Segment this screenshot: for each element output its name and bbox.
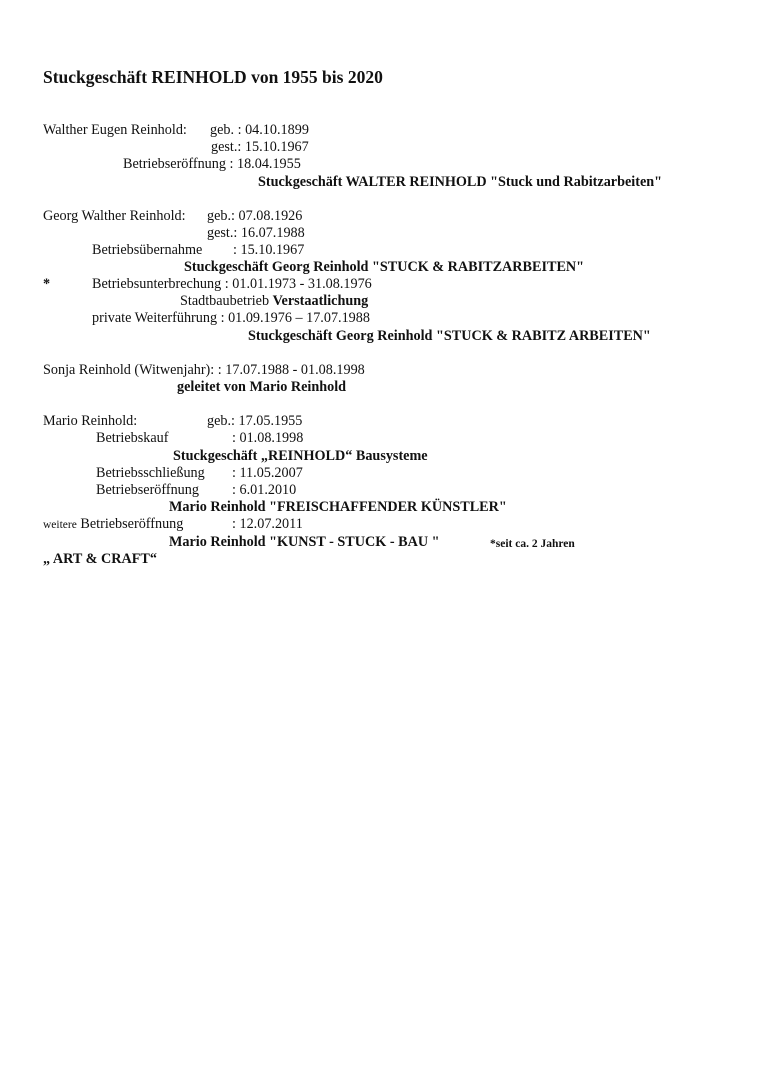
- georg-firma-1: Stuckgeschäft Georg Reinhold "STUCK & RABITZARBEITEN": [184, 259, 585, 275]
- georg-stadtbaubetrieb: [180, 293, 368, 310]
- mario-firma-1: Stuckgeschäft „REINHOLD“ Bausysteme: [173, 448, 428, 464]
- mario-schliessung-label: Betriebsschließung: [96, 465, 205, 481]
- georg-weiterfuehrung: private Weiterführung : 01.09.1976 – 17.07.1988: [92, 310, 370, 326]
- mario-eroeffnung-label: Betriebseröffnung: [96, 482, 199, 498]
- georg-name-label: Georg Walther Reinhold:: [43, 208, 186, 224]
- georg-asterisk: *: [43, 276, 51, 292]
- document-title: Stuckgeschäft REINHOLD von 1955 bis 2020: [43, 67, 383, 87]
- mario-schliessung-value: : 11.05.2007: [232, 465, 303, 481]
- walther-eroeffnung: Betriebseröffnung : 18.04.1955: [123, 156, 301, 172]
- georg-gest: gest.: 16.07.1988: [207, 225, 305, 241]
- mario-kauf-label: Betriebskauf: [96, 430, 169, 446]
- mario-firma-2: Mario Reinhold "FREISCHAFFENDER KÜNSTLER": [169, 499, 507, 515]
- stadtbau-verstaatlichung: Verstaatlichung: [272, 293, 369, 309]
- walther-geb: geb. : 04.10.1899: [210, 122, 309, 138]
- walther-firma: Stuckgeschäft WALTER REINHOLD "Stuck und Rabitzarbeiten": [258, 174, 663, 190]
- mario-seit-note: *seit ca. 2 Jahren: [490, 538, 575, 550]
- mario-eroeffnung-value: : 6.01.2010: [232, 482, 297, 498]
- weitere-word: weitere: [43, 519, 77, 531]
- mario-geb: geb.: 17.05.1955: [207, 413, 303, 429]
- georg-geb: geb.: 07.08.1926: [207, 208, 303, 224]
- mario-weitere-value: : 12.07.2011: [232, 516, 303, 532]
- mario-kauf-value: : 01.08.1998: [232, 430, 304, 446]
- mario-name-label: Mario Reinhold:: [43, 413, 138, 429]
- georg-uebernahme-value: : 15.10.1967: [233, 242, 305, 258]
- mario-firma-3: Mario Reinhold "KUNST - STUCK - BAU ": [169, 534, 440, 550]
- sonja-line: Sonja Reinhold (Witwenjahr): : 17.07.1988 - 01.08.1998: [43, 362, 365, 378]
- sonja-geleitet: geleitet von Mario Reinhold: [177, 379, 347, 395]
- mario-weitere-eroeffnung: [43, 516, 183, 534]
- georg-firma-2: Stuckgeschäft Georg Reinhold "STUCK & RABITZ ARBEITEN": [248, 328, 651, 344]
- mario-art-craft: „ ART & CRAFT“: [43, 551, 157, 567]
- georg-uebernahme-label: Betriebsübernahme: [92, 242, 203, 258]
- georg-unterbrechung: Betriebsunterbrechung : 01.01.1973 - 31.08.1976: [92, 276, 372, 292]
- stadtbau-prefix: Stadtbaubetrieb: [180, 293, 273, 309]
- weitere-label: Betriebseröffnung: [76, 516, 184, 532]
- walther-gest: gest.: 15.10.1967: [211, 139, 309, 155]
- walther-name-label: Walther Eugen Reinhold:: [43, 122, 187, 138]
